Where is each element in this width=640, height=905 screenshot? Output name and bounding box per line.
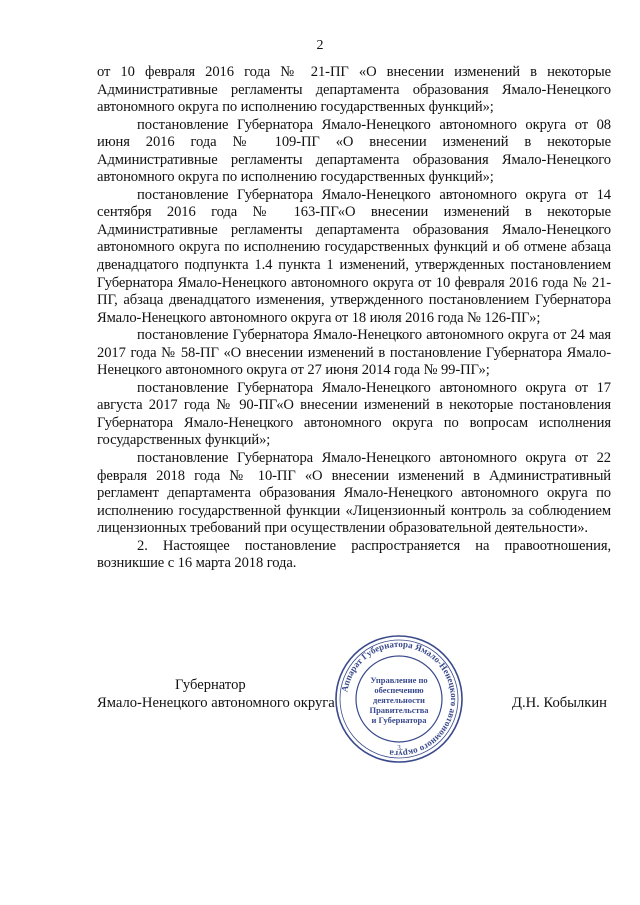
signer-title: Губернатор	[175, 677, 246, 693]
seal-center-line: деятельности	[373, 695, 425, 705]
document-body	[97, 64, 611, 573]
paragraph: постановление Губернатора Ямало-Ненецкого автономного округа от 08 июня 2016 года № 109-ПГ «О внесении изменений в некоторые Административные регламенты департамента образования Ямало-Ненецкого автономного округа по исполнению государственных функций»;	[97, 116, 611, 186]
signer-region: Ямало-Ненецкого автономного округа	[97, 695, 335, 711]
seal-center-line: и Губернатора	[371, 715, 427, 725]
signature-block	[0, 676, 640, 736]
official-seal-stamp	[333, 633, 465, 765]
paragraph: постановление Губернатора Ямало-Ненецкого автономного округа от 24 мая 2017 года № 58-ПГ «О внесении изменений в постановление Губернатора Ямало-Ненецкого автономного округа от 27 июня 2014 года № 99-ПГ»;	[97, 327, 611, 379]
paragraph: постановление Губернатора Ямало-Ненецкого автономного округа от 14 сентября 2016 года № 163-ПГ«О внесении изменений в некоторые Административные регламенты департамента образования Ямало-Ненецкого автономного округа по исполнению государственных функций и об отмене абзаца двенадцатого подпункта 1.4 пункта 1 изменений, утвержденных постановлением Губернатора Ямало-Ненецкого автономного округа от 10 февраля 2016 года № 21-ПГ, абзаца двенадцатого изменения, утвержденного постановлением Губернатора Ямало-Ненецкого автономного округа от 18 июля 2016 года № 126-ПГ»;	[97, 186, 611, 326]
seal-center-line: Правительства	[369, 705, 429, 715]
seal-center-line: обеспечению	[374, 685, 424, 695]
seal-graphic	[333, 633, 465, 765]
paragraph: постановление Губернатора Ямало-Ненецкого автономного округа от 17 августа 2017 года № 90-ПГ«О внесении изменений в некоторые постановления Губернатора Ямало-Ненецкого автономного округа по вопросам исполнения государственных функций»;	[97, 379, 611, 449]
seal-center-line: Управление по	[370, 675, 428, 685]
signer-name: Д.Н. Кобылкин	[512, 695, 607, 711]
page-number: 2	[316, 38, 324, 53]
seal-ring-text: Аппарат Губернатора Ямало-Ненецкого автономного округа	[339, 638, 460, 760]
paragraph: постановление Губернатора Ямало-Ненецкого автономного округа от 22 февраля 2018 года № 10-ПГ «О внесении изменений в Административный регламент департамента образования Ямало-Ненецкого автономного округа по исполнению государственной функции «Лицензионный контроль за соблюдением лицензионных требований при осуществлении образовательной деятельности».	[97, 450, 611, 537]
paragraph: от 10 февраля 2016 года № 21-ПГ «О внесении изменений в некоторые Административные регламенты департамента образования Ямало-Ненецкого автономного округа по исполнению государственных функций»;	[97, 64, 611, 116]
paragraph: 2. Настоящее постановление распространяется на правоотношения, возникшие с 16 марта 2018 года.	[97, 537, 611, 572]
seal-number: 3	[397, 744, 401, 752]
